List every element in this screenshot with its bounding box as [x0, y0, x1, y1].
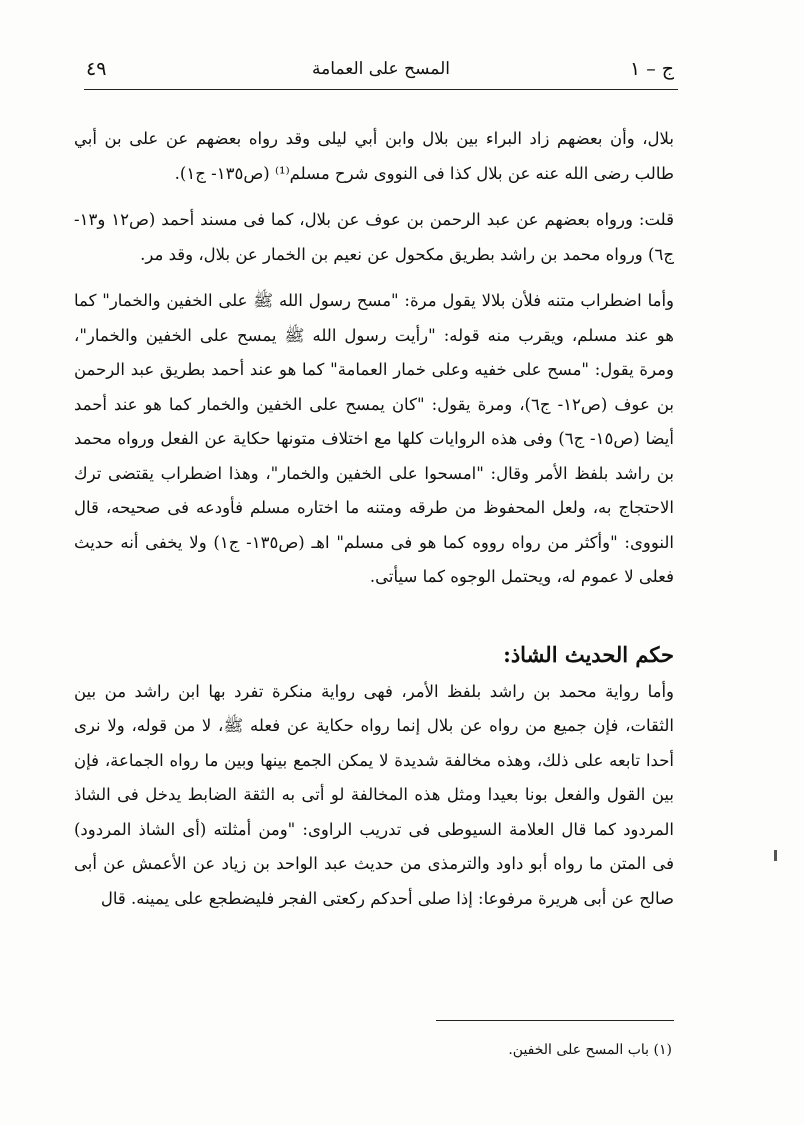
- paragraph-gap: [74, 272, 674, 284]
- paragraph-3: وأما اضطراب متنه فلأن بلالا يقول مرة: "مسح رسول الله ﷺ على الخفين والخمار" كما هو عند مسلم، ويقرب منه قوله: "رأيت رسول الله ﷺ يمسح على الخفين والخمار"، ومرة يقول: "مسح على خفيه وعلى خمار العمامة" كما هو عند أحمد بطريق عبد الرحمن بن عوف (ص١٢- ج٦)، ومرة يقول: "كان يمسح على الخفين والخمار كما هو عند أحمد أيضا (ص١٥- ج٦) وفى هذه الروايات كلها مع اختلاف متونها حكاية عن الفعل ورواه محمد بن راشد بلفظ الأمر وقال: "امسحوا على الخفين والخمار"، وهذا اضطراب يقتضى ترك الاحتجاج به، ولعل المحفوظ من طرقه ومتنه ما اختاره مسلم فأودعه فى صحيحه، قال النووى: "وأكثر من رواه رووه كما هو فى مسلم" اهـ (ص١٣٥- ج١) ولا يخفى أنه حديث فعلى لا عموم له، ويحتمل الوجوه كما سيأتى.: [74, 291, 674, 586]
- footnote: (١) باب المسح على الخفين.: [508, 1042, 672, 1058]
- footnote-rule: [436, 1020, 674, 1021]
- paragraph-2: قلت: ورواه بعضهم عن عبد الرحمن بن عوف عن بلال، كما فى مسند أحمد (ص١٢ و١٣- ج٦) ورواه محمد بن راشد بطريق مكحول عن نعيم بن الخمار عن بلال، وقد مر.: [74, 210, 674, 264]
- page-number: ٤٩: [86, 58, 107, 80]
- main-text: [74, 122, 674, 916]
- section-gap: [74, 595, 674, 635]
- paragraph-1: بلال، وأن بعضهم زاد البراء بين بلال وابن أبي ليلى وقد رواه بعضهم عن على بن أبي طالب رضى الله عنه عن بلال كذا فى النووى شرح مسلم⁽¹⁾ (ص١٣٥- ج١).: [74, 129, 674, 183]
- page-header: [84, 54, 678, 90]
- section-heading: حكم الحديث الشاذ:: [503, 641, 674, 667]
- paragraph-4: وأما رواية محمد بن راشد بلفظ الأمر، فهى رواية منكرة تفرد بها ابن راشد من بين الثقات، فإن جميع من رواه عن بلال إنما رواه حكاية عن فعله ﷺ، لا من قوله، ولا نرى أحدا تابعه على ذلك، وهذه مخالفة شديدة لا يمكن الجمع بينها وبين ما رواه الجماعة، فإن بين القول والفعل بونا بعيدا ومثل هذه المخالفة لو أتى به الثقة الضابط يدخل فى الشاذ المردود كما قال العلامة السيوطى فى تدريب الراوى: "ومن أمثلته (أى الشاذ المردود) فى المتن ما رواه أبو داود والترمذى من حديث عبد الواحد بن زياد عن الأعمش عن أبى صالح عن أبى هريرة مرفوعا: إذا صلى أحدكم ركعتى الفجر فليضطجع على يمينه. قال: [74, 681, 674, 908]
- volume-label: ج – ١: [629, 58, 674, 80]
- margin-mark: [774, 850, 777, 861]
- running-title: المسح على العمامة: [312, 59, 450, 79]
- paragraph-gap: [74, 191, 674, 203]
- header-rule: [84, 89, 678, 90]
